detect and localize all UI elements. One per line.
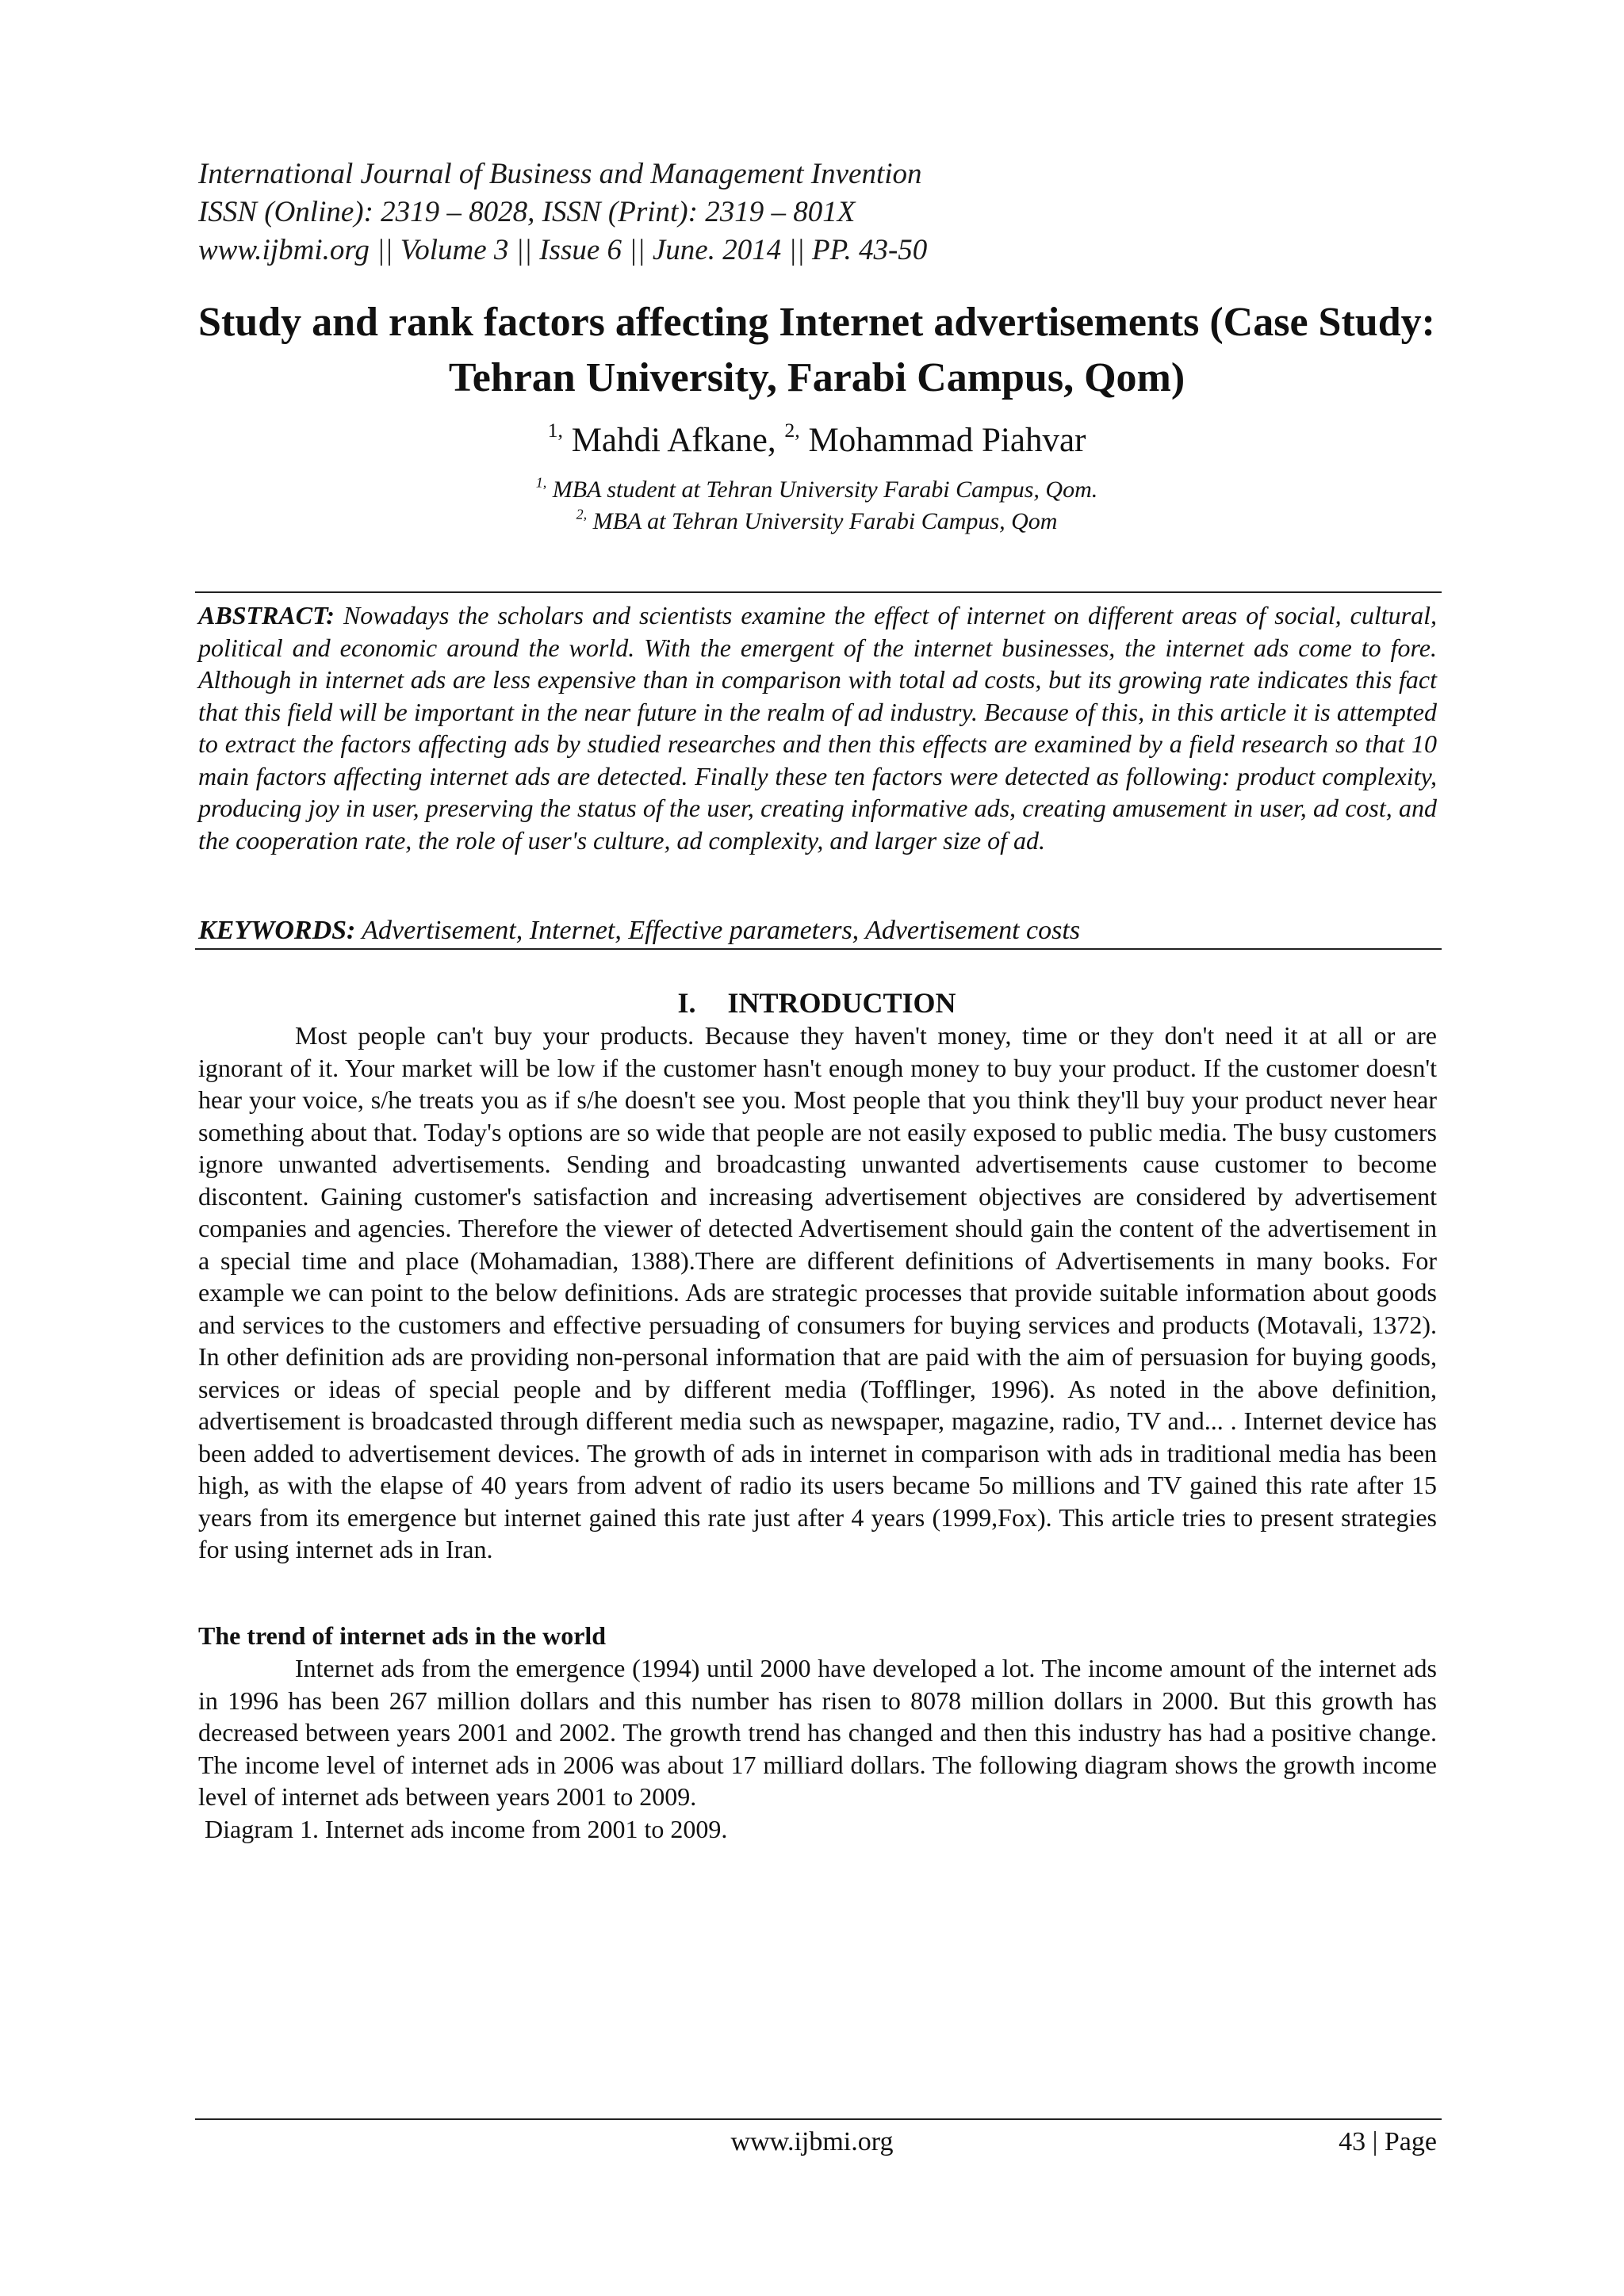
footer-rule xyxy=(195,2118,1442,2120)
keywords-text: Advertisement, Internet, Effective parameters, Advertisement costs xyxy=(362,916,1081,945)
journal-name: International Journal of Business and Management Invention xyxy=(198,158,922,190)
author-1-name: Mahdi Afkane, xyxy=(571,422,776,459)
footer-page-number: 43 | Page xyxy=(1339,2127,1437,2156)
affiliation-1-text: MBA student at Tehran University Farabi Campus, Qom. xyxy=(552,476,1098,503)
subsection-heading: The trend of internet ads in the world xyxy=(198,1621,607,1650)
keywords xyxy=(198,913,1437,948)
keywords-label: KEYWORDS: xyxy=(198,916,356,945)
affiliation-2 xyxy=(198,506,1435,538)
author-1-marker: 1, xyxy=(547,418,563,442)
abstract-text: Nowadays the scholars and scientists examine the effect of internet on different areas of social, cultural, political and economic around the world. With the emergent of the internet businesses, the internet ads come to fore. Although in internet ads are less expensive than in comparison with total ad costs, but its growing rate indicates this fact that this field will be important in the near future in the realm of ad industry. Because of this, in this article it is attempted to extract the factors affecting ads by studied researches and then this effects are examined by a field research so that 10 main factors affecting internet ads are detected. Finally these ten factors were detected as following: product complexity, producing joy in user, preserving the status of the user, creating informative ads, creating amusement in user, ad cost, and the cooperation rate, the role of user's culture, ad complexity, and larger size of ad. xyxy=(198,601,1438,855)
journal-issn: ISSN (Online): 2319 – 8028, ISSN (Print): 2319 – 801X xyxy=(198,196,856,228)
author-2-marker: 2, xyxy=(784,418,800,442)
intro-paragraph: Most people can't buy your products. Because they haven't money, time or they don't need it at all or are ignorant of it. Your market will be low if the customer hasn't enough money to buy your product. If the customer doesn't hear your voice, s/he treats you as if s/he doesn't see you. Most people that you think they'll buy your product never hear something about that. Today's options are so wide that people are not easily exposed to public media. The busy customers ignore unwanted advertisements. Sending and broadcasting unwanted advertisements cause customer to become discontent. Gaining customer's satisfaction and increasing advertisement objectives are considered by advertisement companies and agencies. Therefore the viewer of detected Advertisement should gain the content of the advertisement in a special time and place (Mohamadian, 1388).There are different definitions of Advertisements in many books. For example we can point to the below definitions. Ads are strategic processes that provide suitable information about goods and services to the customers and effective persuading of consumers for buying services and products (Motavali, 1372). In other definition ads are providing non-personal information that are paid with the aim of persuasion for buying goods, services or ideas of special people and by different media (Tofflinger, 1996). As noted in the above definition, advertisement is broadcasted through different media such as newspaper, magazine, radio, TV and... . Internet device has been added to advertisement devices. The growth of ads in internet in comparison with ads in traditional media has been high, as with the elapse of 40 years from advent of radio its users became 5o millions and TV gained this rate after 15 years from its emergence but internet gained this rate just after 4 years (1999,Fox). This article tries to present strategies for using internet ads in Iran. xyxy=(198,1021,1437,1563)
diagram-caption: Diagram 1. Internet ads income from 2001 to 2009. xyxy=(205,1815,728,1843)
affiliation-1-marker: 1, xyxy=(535,474,547,491)
paper-title: Study and rank factors affecting Internet advertisements (Case Study: Tehran University, Farabi Campus, Qom) xyxy=(198,300,1435,400)
abstract xyxy=(198,599,1437,856)
footer-url: www.ijbmi.org xyxy=(730,2127,894,2156)
section-title: INTRODUCTION xyxy=(727,987,956,1019)
journal-header xyxy=(198,155,1435,270)
abstract-top-rule xyxy=(195,591,1442,593)
abstract-label: ABSTRACT: xyxy=(198,601,335,629)
affiliation-1 xyxy=(198,474,1435,506)
section-heading xyxy=(198,985,1435,1021)
author-2-name: Mohammad Piahvar xyxy=(808,422,1086,459)
affiliation-2-text: MBA at Tehran University Farabi Campus, Qom xyxy=(592,508,1058,534)
author-list xyxy=(198,419,1435,463)
affiliation-2-marker: 2, xyxy=(576,506,588,522)
journal-volume-line: www.ijbmi.org || Volume 3 || Issue 6 || June. 2014 || PP. 43-50 xyxy=(198,234,928,266)
section-number: I. xyxy=(677,987,696,1019)
keywords-bottom-rule xyxy=(195,948,1442,950)
affiliations xyxy=(198,474,1435,538)
trend-paragraph: Internet ads from the emergence (1994) until 2000 have developed a lot. The income amount of the internet ads in 1996 has been 267 million dollars and this number has risen to 8078 million dollars in 2000. But this growth has decreased between years 2001 and 2002. The growth trend has changed and then this industry has had a positive change. The income level of internet ads in 2006 was about 17 milliard dollars. The following diagram shows the growth income level of internet ads between years 2001 to 2009. xyxy=(198,1654,1437,1811)
